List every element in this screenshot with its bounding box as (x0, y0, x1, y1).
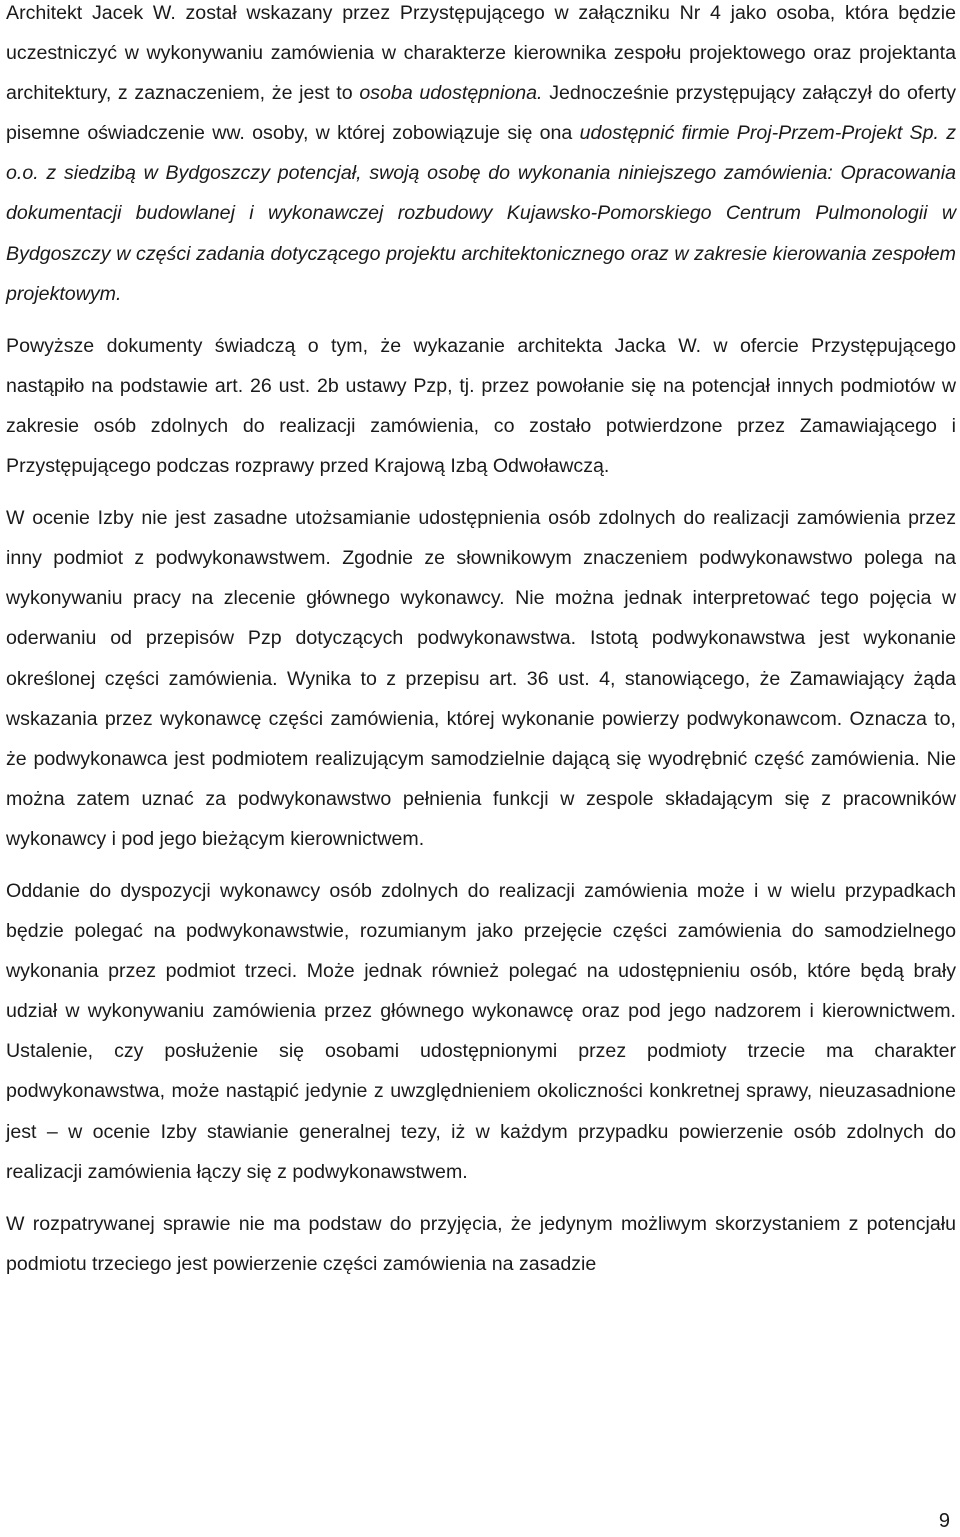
paragraph-1-text-2: Jednocześnie przystępujący załączył do oferty pisemne oświadczenie ww. osoby, w której zobowiązuje się ona (6, 82, 956, 145)
document-page (6, 0, 956, 1284)
paragraph-1-italic-2: udostępnić firmie Proj-Przem-Projekt Sp. z o.o. z siedzibą w Bydgoszczy potencjał, swoją osobę do wykonania niniejszego zamówienia: Opracowania dokumentacji budowlanej i wykonawczej rozbudowy Kujawsko-Pomorskiego Centrum Pulmonologii w Bydgoszczy w części zadania dotyczącego projektu architektonicznego oraz w zakresie kierowania zespołem projektowym. (6, 122, 956, 305)
paragraph-2-text: Powyższe dokumenty świadczą o tym, że wykazanie architekta Jacka W. w ofercie Przystępującego nastąpiło na podstawie art. 26 ust. 2b ustawy Pzp, tj. przez powołanie się na potencjał innych podmiotów w zakresie osób zdolnych do realizacji zamówienia, co zostało potwierdzone przez Zamawiającego i Przystępującego podczas rozprawy przed Krajową Izbą Odwoławczą. (6, 334, 956, 478)
paragraph-3 (6, 498, 956, 859)
paragraph-4-text: Oddanie do dyspozycji wykonawcy osób zdolnych do realizacji zamówienia może i w wielu przypadkach będzie polegać na podwykonawstwie, rozumianym jako przejęcie części zamówienia do samodzielnego wykonania przez podmiot trzeci. Może jednak również polegać na udostępnieniu osób, które będą brały udział w wykonywaniu zamówienia przez głównego wykonawcę oraz pod jego nadzorem i kierownictwem. Ustalenie, czy posłużenie się osobami udostępnionymi przez podmioty trzecie ma charakter podwykonawstwa, może nastąpić jedynie z uwzględnieniem okoliczności konkretnej sprawy, nieuzasadnione jest – w ocenie Izby stawianie generalnej tezy, iż w każdym przypadku powierzenie osób zdolnych do realizacji zamówienia łączy się z podwykonawstwem. (6, 879, 956, 1183)
paragraph-1-italic-1: osoba udostępniona. (359, 82, 543, 105)
paragraph-4 (6, 871, 956, 1192)
paragraph-5 (6, 1204, 956, 1284)
paragraph-3-text: W ocenie Izby nie jest zasadne utożsamianie udostępnienia osób zdolnych do realizacji zamówienia przez inny podmiot z podwykonawstwem. Zgodnie ze słownikowym znaczeniem podwykonawstwo polega na wykonywaniu pracy na zlecenie głównego wykonawcy. Nie można jednak interpretować tego pojęcia w oderwaniu od przepisów Pzp dotyczących podwykonawstwa. Istotą podwykonawstwa jest wykonanie określonej części zamówienia. Wynika to z przepisu art. 36 ust. 4, stanowiącego, że Zamawiający żąda wskazania przez wykonawcę części zamówienia, której wykonanie powierzy podwykonawcom. Oznacza to, że podwykonawca jest podmiotem realizującym samodzielnie dającą się wyodrębnić część zamówienia. Nie można zatem uznać za podwykonawstwo pełnienia funkcji w zespole składającym się z pracowników wykonawcy i pod jego bieżącym kierownictwem. (6, 507, 956, 850)
paragraph-1 (6, 0, 956, 314)
paragraph-5-text: W rozpatrywanej sprawie nie ma podstaw do przyjęcia, że jedynym możliwym skorzystaniem z potencjału podmiotu trzeciego jest powierzenie części zamówienia na zasadzie (6, 1212, 956, 1275)
paragraph-2 (6, 326, 956, 486)
paragraph-1-text-1: Architekt Jacek W. został wskazany przez Przystępującego w załączniku Nr 4 jako osoba, która będzie uczestniczyć w wykonywaniu zamówienia w charakterze kierownika zespołu projektowego oraz projektanta architektury, z zaznaczeniem, że jest to (6, 2, 956, 105)
page-number: 9 (938, 1510, 950, 1532)
